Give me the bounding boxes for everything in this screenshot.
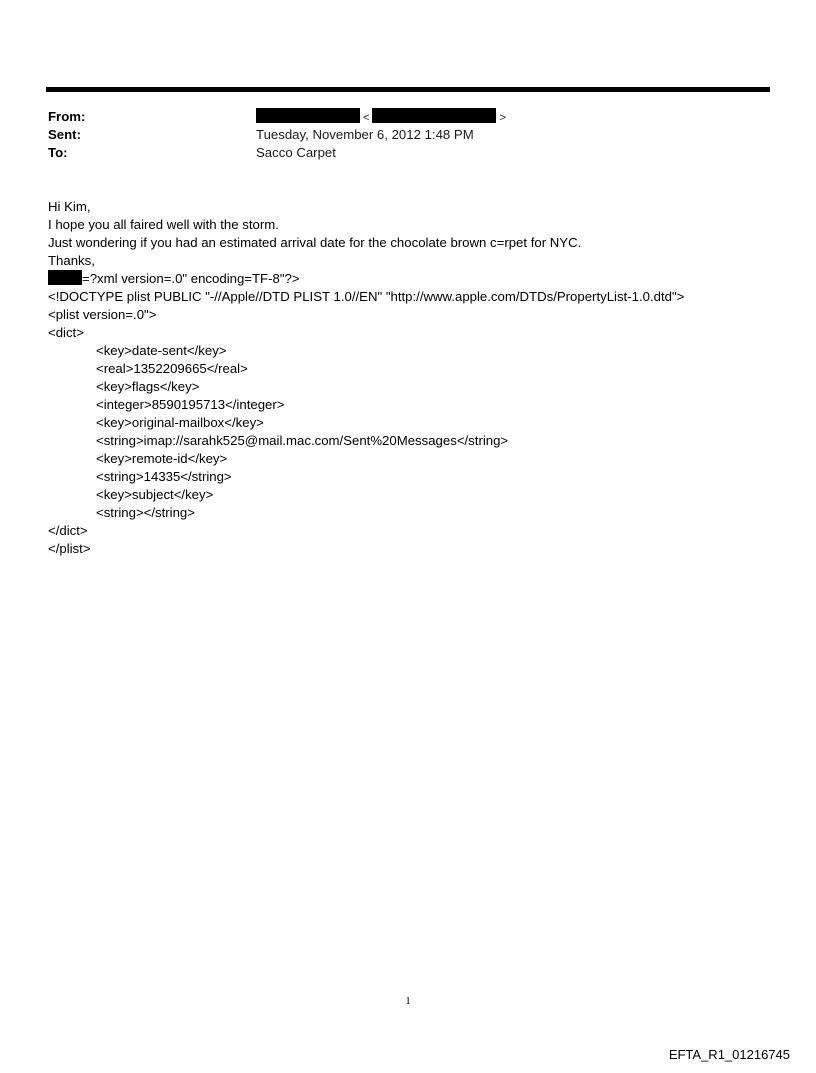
dict-close-line: </dict>: [48, 523, 88, 538]
from-value: [256, 108, 509, 126]
from-label: From:: [48, 109, 86, 124]
dict-entry-line: <key>original-mailbox</key>: [96, 415, 264, 430]
sent-row: [48, 126, 748, 144]
xml-declaration-line: [48, 270, 788, 288]
redacted-sender-name: [256, 108, 360, 123]
dict-entry-line: <integer>8590195713</integer>: [96, 397, 285, 412]
from-row: [48, 108, 748, 126]
redacted-signature: [48, 270, 82, 285]
from-open-bracket: <: [363, 112, 370, 124]
body-line: Just wondering if you had an estimated arrival date for the chocolate brown c=rpet for NYC.: [48, 235, 582, 250]
dict-entry-line: <key>flags</key>: [96, 379, 200, 394]
body-line: I hope you all faired well with the storm.: [48, 217, 279, 232]
dict-entry-line: <string></string>: [96, 505, 195, 520]
sent-label: Sent:: [48, 127, 81, 142]
dict-entry-line: <string>imap://sarahk525@mail.mac.com/Sent%20Messages</string>: [96, 433, 509, 448]
to-row: [48, 144, 748, 162]
plist-close-line: </plist>: [48, 541, 91, 556]
to-label: To:: [48, 145, 68, 160]
page-number: 1: [405, 995, 411, 1007]
redacted-sender-email: [372, 108, 496, 123]
header-divider: [46, 87, 770, 92]
sent-value: Tuesday, November 6, 2012 1:48 PM: [256, 127, 474, 142]
dict-entry-line: <key>remote-id</key>: [96, 451, 228, 466]
dict-entry-line: <key>date-sent</key>: [96, 343, 227, 358]
doctype-line: <!DOCTYPE plist PUBLIC "-//Apple//DTD PLIST 1.0//EN" "http://www.apple.com/DTDs/PropertyList-1.0.dtd">: [48, 289, 685, 304]
dict-entry-line: <string>14335</string>: [96, 469, 232, 484]
dict-open-line: <dict>: [48, 325, 84, 340]
email-body: [48, 198, 788, 558]
xml-declaration: =?xml version=.0" encoding=TF-8"?>: [82, 271, 300, 286]
dict-entry-line: <key>subject</key>: [96, 487, 214, 502]
to-value: Sacco Carpet: [256, 145, 336, 160]
document-id: EFTA_R1_01216745: [668, 1047, 790, 1062]
plist-open-line: <plist version=.0">: [48, 307, 157, 322]
dict-entry-line: <real>1352209665</real>: [96, 361, 248, 376]
email-header: [48, 108, 748, 162]
greeting: Hi Kim,: [48, 199, 91, 214]
sign-off: Thanks,: [48, 253, 95, 268]
from-close-bracket: >: [499, 112, 506, 124]
